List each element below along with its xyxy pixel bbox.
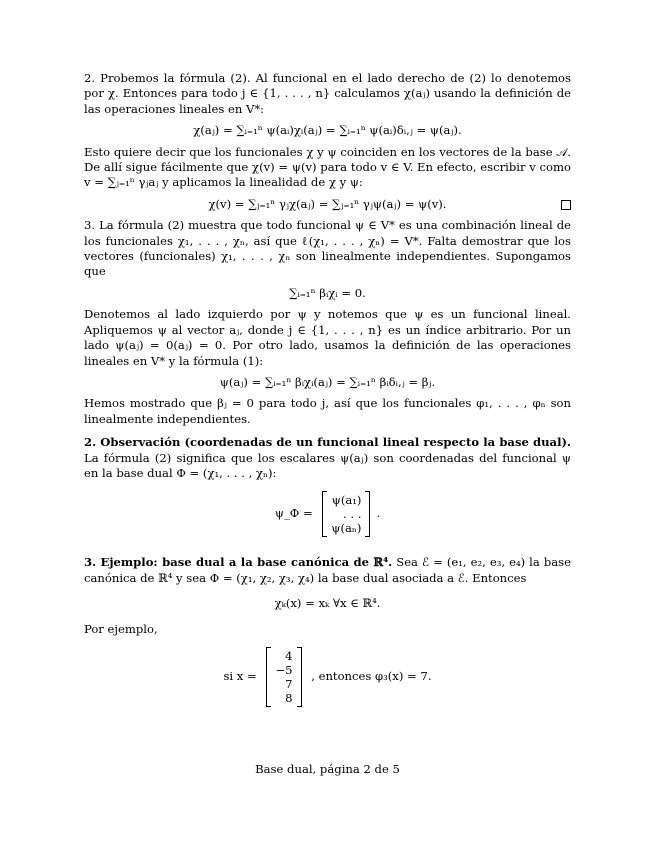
paragraph-proof-step-3: 3. La fórmula (2) muestra que todo funcional ψ ∈ V* es una combinación lineal de los funcionales χ₁, . . . , χₙ, así que ℓ(χ₁, . . . , χₙ) = V*. Falta demostrar que los vectores (funcionales) χ₁, . . . , χₙ son linealmente independientes. Supongamos que [84, 218, 571, 279]
vector-entry-1: 4 [285, 648, 293, 663]
paragraph-example [84, 555, 571, 586]
coordinate-vector [322, 491, 370, 537]
equation-chi-aj: χ(aⱼ) = ∑ᵢ₌₁ⁿ ψ(aᵢ)χᵢ(aⱼ) = ∑ᵢ₌₁ⁿ ψ(aᵢ)δᵢ,ⱼ = ψ(aⱼ). [193, 123, 462, 138]
vector-entry-4: 8 [285, 690, 293, 705]
vector-entry-2: −5 [275, 662, 293, 677]
equation-psi-phi: ψ_Φ = ψ(a₁) . . . ψ(aₙ) . [274, 493, 381, 536]
example-si-x: si x = [223, 668, 257, 683]
paragraph-proof-step-2: 2. Probemos la fórmula (2). Al funcional en el lado derecho de (2) lo denotemos por χ. Entonces para todo j ∈ {1, . . . , n} calculamos χ(aⱼ) usando la definición de las operaciones lineales en V*: [84, 71, 571, 116]
por-ejemplo-text: Por ejemplo, [84, 621, 158, 636]
example-result: , entonces φ₃(x) = 7. [311, 668, 432, 683]
example-vector [266, 647, 301, 707]
qed-square-icon [561, 200, 571, 210]
psi-phi-label: ψ_Φ = [274, 506, 313, 521]
paragraph-observation [84, 435, 571, 481]
equation-chi-v-text: χ(v) = ∑ⱼ₌₁ⁿ γⱼχ(aⱼ) = ∑ⱼ₌₁ⁿ γⱼψ(aⱼ) = ψ(v). [208, 196, 447, 211]
vector-entry-3: 7 [285, 676, 293, 691]
page-footer: Base dual, página 2 de 5 [255, 762, 400, 776]
coord-entry-3: ψ(aₙ) [331, 521, 362, 536]
equation-example-x [84, 647, 571, 707]
equation-chi-k: χₖ(x) = xₖ ∀x ∈ ℝ⁴. [274, 596, 381, 611]
observation-title: 2. Observación (coordenadas de un funcional lineal respecto la base dual). [84, 435, 571, 450]
example-text: Sea ℰ = (e₁, e₂, e₃, e₄) la base canónica de ℝ⁴ y sea Φ = (χ₁, χ₂, χ₃, χ₄) la base dual asociada a ℰ. Entonces [84, 555, 571, 585]
observation-text: La fórmula (2) significa que los escalares ψ(aⱼ) son coordenadas del funcional ψ en la base dual Φ = (χ₁, . . . , χₙ): [84, 450, 571, 480]
document-page [84, 71, 571, 717]
example-title: 3. Ejemplo: base dual a la base canónica de ℝ⁴. [84, 555, 393, 570]
coord-entry-1: ψ(a₁) [331, 493, 362, 508]
equation-chi-v [84, 197, 571, 212]
coord-entry-2: . . . [343, 507, 362, 522]
paragraph-apply-psi: Denotemos al lado izquierdo por ψ y notemos que ψ es un funcional lineal. Apliquemos ψ al vector aⱼ, donde j ∈ {1, . . . , n} es un índice arbitrario. Por un lado ψ(aⱼ) = 0(aⱼ) = 0. Por otro lado, usamos la definición de las operaciones lineales en V* y la fórmula (1): [84, 307, 571, 368]
paragraph-independence: Hemos mostrado que βⱼ = 0 para todo j, así que los funcionales φ₁, . . . , φₙ son linealmente independientes. [84, 396, 571, 426]
equation-psi-aj: ψ(aⱼ) = ∑ᵢ₌₁ⁿ βᵢχᵢ(aⱼ) = ∑ᵢ₌₁ⁿ βᵢδᵢ,ⱼ = βⱼ. [219, 374, 436, 389]
paragraph-coincide: Esto quiere decir que los funcionales χ y ψ coinciden en los vectores de la base 𝒜. De allí sigue fácilmente que χ(v) = ψ(v) para todo v ∈ V. En efecto, escribir v como v = ∑ⱼ₌₁ⁿ γⱼaⱼ y aplicamos la linealidad de χ y ψ: [84, 144, 571, 190]
equation-sum-zero: ∑ᵢ₌₁ⁿ βᵢχᵢ = 0. [289, 285, 366, 300]
